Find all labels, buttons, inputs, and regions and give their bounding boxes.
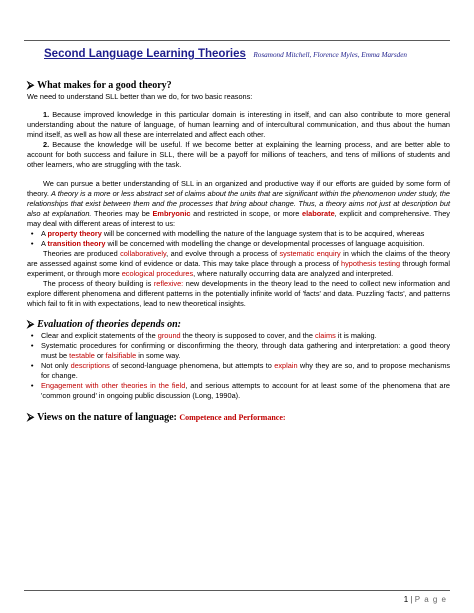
term-claims: claims <box>314 331 336 340</box>
term-ground: ground <box>157 331 181 340</box>
list-item-engagement: • Engagement with other theories in the field, and serious attempts to account for at least some of the phenomena that are 'common ground' in ongoing public discussion (Long, 1990a). <box>41 381 450 401</box>
term-systematic-enquiry: systematic enquiry <box>279 249 341 258</box>
page-label: P a g e <box>414 595 447 604</box>
document-title: Second Language Learning Theories <box>44 48 246 60</box>
term-ecological-procedures: ecological procedures <box>121 269 194 278</box>
document-authors: Rosamond Mitchell, Florence Myles, Emma Marsden <box>253 51 408 59</box>
term-collaboratively: collaboratively <box>120 249 167 258</box>
header-rule <box>24 40 450 41</box>
arrow-right-icon: ⮚ <box>27 319 35 330</box>
section-heading-good-theory: ⮚ What makes for a good theory? <box>27 80 172 91</box>
list-item-explicit-statements: • Clear and explicit statements of the ground the theory is supposed to cover, and the claims it is making. <box>41 331 450 341</box>
arrow-right-icon: ⮚ <box>27 412 35 423</box>
document-body <box>27 79 450 424</box>
term-embryonic: Embryonic <box>152 209 191 218</box>
term-falsifiable: falsifiable <box>105 351 137 360</box>
arrow-right-icon: ⮚ <box>27 80 35 91</box>
list-item-transition-theory: • A transition theory will be concerned with modelling the change or developmental processes of language acquisition. <box>41 239 450 249</box>
page-number: 1 <box>403 595 409 604</box>
theory-building-paragraph: The process of theory building is reflexive: new developments in the theory lead to the need to collect new information and explore different phenomena and different patterns in the potentially infinite world of 'facts' and data. Puzzling 'facts', and patterns which fail to fit in with expectations, lead to new theoretical insights. <box>27 279 450 308</box>
list-item-systematic-procedures: • Systematic procedures for confirming or disconfirming the theory, through data gathering and interpretation: a good theory must be testable or falsifiable in some way. <box>41 341 450 361</box>
footer-rule <box>24 590 450 591</box>
theory-types-list <box>27 229 450 249</box>
page-footer <box>404 595 447 604</box>
theory-production-paragraph: Theories are produced collaboratively, and evolve through a process of systematic enquiry in which the claims of the theory are assessed against some kind of evidence or data. This may take place through a process of hypothesis testing through formal experiment, or through more ecological procedures, where naturally occurring data are analyzed and interpreted. <box>27 249 450 278</box>
list-item-descriptions-explanations: • Not only descriptions of second-language phenomena, but attempts to explain why they are so, and to propose mechanisms for change. <box>41 361 450 381</box>
evaluation-list <box>27 331 450 401</box>
term-hypothesis-testing: hypothesis testing <box>341 259 401 268</box>
theory-definition-paragraph: We can pursue a better understanding of SLL in an organized and productive way if our efforts are guided by some form of theory. A theory is a more or less abstract set of claims about the units that are significant within the phenomenon under study, the relationships that exist between them and the processes that bring about change. Thus, a theory aims not just at description but also at explanation. Theories may be Embryonic and restricted in scope, or more elaborate, explicit and comprehensive. They may deal with different areas of interest to us: <box>27 179 451 228</box>
subheading-competence-performance: Competence and Performance: <box>179 413 286 422</box>
term-elaborate: elaborate <box>302 209 335 218</box>
reason-2-paragraph: 2. Because the knowledge will be useful. If we become better at explaining the learning process, and are better able to account for both success and failure in SLL, there will be a payoff for millions of teachers, and tens of millions of students and other learners, who are struggling with the task. <box>27 140 450 169</box>
term-reflexive: reflexive: <box>153 279 184 288</box>
term-engagement: Engagement with other theories in the field <box>41 381 186 390</box>
section-heading-evaluation: ⮚ Evaluation of theories depends on: <box>27 319 182 330</box>
document-header <box>44 44 444 62</box>
term-testable: testable <box>69 351 95 360</box>
theory-definition-italic: A theory is a more or less abstract set of claims about the units that are significant within the phenomenon under study, the relationships that exist between them and the processes that bring about change. Thus, a theory aims not just at description but also at explanation. <box>27 189 451 218</box>
term-transition-theory: transition theory <box>47 239 106 248</box>
term-explain: explain <box>274 361 298 370</box>
list-item-property-theory: • A property theory will be concerned with modelling the nature of the language system that is to be acquired, whereas <box>41 229 450 239</box>
section-heading-views: ⮚ Views on the nature of language: Competence and Performance: <box>27 412 286 423</box>
intro-paragraph: We need to understand SLL better than we do, for two basic reasons: <box>27 92 253 101</box>
term-property-theory: property theory <box>47 229 102 238</box>
footer-separator: | <box>408 595 415 604</box>
term-descriptions: descriptions <box>70 361 110 370</box>
reason-1-paragraph: 1. Because improved knowledge in this particular domain is interesting in itself, and can also contribute to more general understanding about the nature of language, of human learning and of intercultural communication, and thus about the human mind itself, as well as how all these are interrelated and affect each other. <box>27 110 450 139</box>
